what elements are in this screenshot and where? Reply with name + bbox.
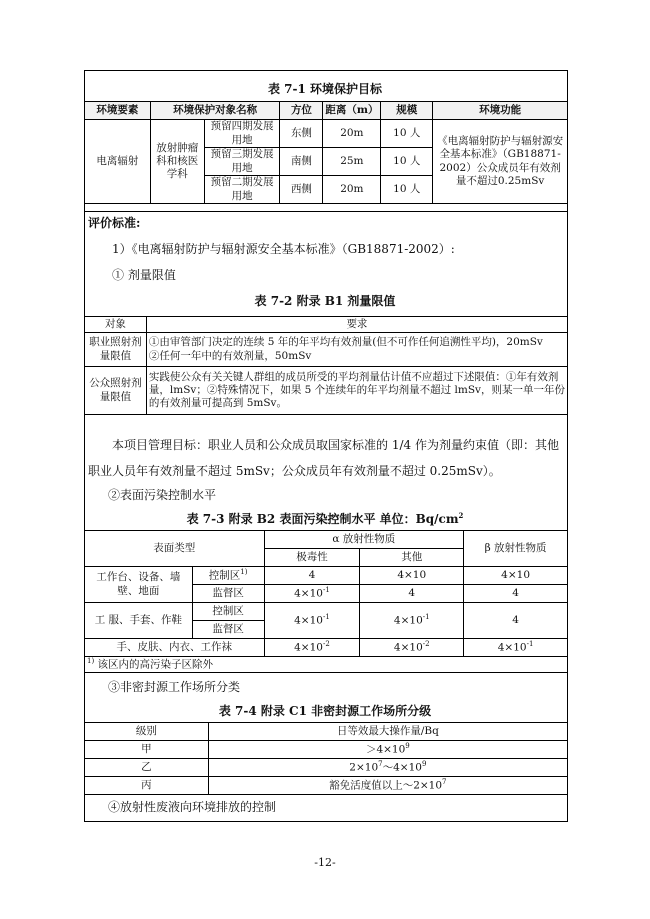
t2-requirement: [146, 333, 567, 367]
t3-footnote: [85, 657, 568, 673]
t1-row-dir: 东侧: [280, 120, 323, 148]
t3-val: 4: [464, 585, 568, 603]
table-7-3: [84, 530, 568, 673]
t3-footnote-sup: 1): [87, 657, 95, 666]
t3-header-other: 其他: [360, 549, 464, 567]
t4-amount: [208, 741, 567, 759]
sub-heading-liquid-waste: ④放射性废液向环境排放的控制: [108, 800, 277, 814]
sub-heading-dose-limit: ① 剂量限值: [112, 268, 176, 282]
t3-val: 4×10: [360, 567, 464, 585]
t3-val: [464, 639, 568, 657]
t3-val: 4: [464, 603, 568, 639]
page-number: -12-: [314, 856, 336, 869]
table-7-4: [84, 722, 568, 795]
sub-heading-surface-contamination: ②表面污染控制水平: [108, 488, 217, 502]
t4-amount-base: 2×10: [349, 761, 379, 774]
t4-header-amount: 日等效最大操作量/Bq: [208, 723, 567, 741]
t1-row-dir: 南侧: [280, 148, 323, 176]
t1-row-scale: 10 人: [381, 120, 433, 148]
t1-row-dist: 20m: [323, 176, 381, 204]
t1-row-scale: 10 人: [381, 176, 433, 204]
t3-ctrl-label: 控制区: [208, 569, 241, 582]
t1-header: 环境功能: [433, 102, 568, 120]
t3-header-beta: β 放射性物质: [464, 531, 568, 567]
t4-amount-base: ＞4×10: [365, 743, 406, 756]
t3-val-base: 4×10: [294, 587, 323, 600]
t4-amount-base: ～4×10: [382, 761, 422, 774]
t3-row1-supervised-zone: 监督区: [192, 585, 264, 603]
t2-req-line: ①由审管部门决定的连续 5 年的年平均有效剂量(但不可作任何追溯性平均)，20mSv: [148, 336, 543, 349]
t2-header: 对象: [85, 317, 147, 333]
t3-row1-control-zone: [192, 567, 264, 585]
table-7-4-caption: 表 7-4 附录 C1 非密封源工作场所分级: [218, 704, 432, 718]
t2-target: 职业照射剂量限值: [85, 333, 147, 367]
t3-val-exp: -1: [322, 586, 330, 595]
t3-val-base: 4×10: [393, 641, 423, 654]
t3-val: 4: [264, 567, 360, 585]
t3-val-exp: -1: [422, 613, 430, 622]
t3-caption-sup: 2: [458, 511, 464, 520]
t1-header: 方位: [280, 102, 323, 120]
t1-header: 环境保护对象名称: [150, 102, 280, 120]
t3-row2-control-zone: 控制区: [192, 603, 264, 621]
t4-level: 甲: [85, 741, 209, 759]
standard-line: 1）《电离辐射防护与辐射源安全基本标准》（GB18871-2002）:: [112, 242, 455, 256]
table-7-2: [84, 316, 568, 415]
t1-row-name: 预留三期发展用地: [204, 148, 280, 176]
table-7-1-caption: 表 7-1 环境保护目标: [267, 82, 383, 96]
t4-amount-exp: 9: [421, 760, 427, 769]
t3-header-type: 表面类型: [85, 531, 265, 567]
table-7-1: [84, 101, 568, 204]
t3-val: [264, 639, 360, 657]
sub-heading-workplace-classification: ③非密封源工作场所分类: [108, 680, 241, 694]
t4-amount-exp: 7: [442, 778, 447, 787]
t1-element: 电离辐射: [85, 120, 151, 204]
t1-object: 放射肿瘤科和核医学科: [150, 120, 204, 204]
t3-val-exp: -2: [422, 640, 430, 649]
t3-row2-type: 工 服、手套、作鞋: [85, 603, 193, 639]
eval-heading: 评价标准:: [88, 216, 141, 230]
t3-val: 4×10: [464, 567, 568, 585]
t3-val: 4: [360, 585, 464, 603]
t3-val-exp: -1: [526, 640, 534, 649]
t3-val-base: 4×10: [294, 614, 323, 627]
t1-row-dist: 20m: [323, 120, 381, 148]
t3-caption-text: 表 7-3 附录 B2 表面污染控制水平 单位：Bq/cm: [186, 512, 459, 526]
t3-row2-supervised-zone: 监督区: [192, 621, 264, 639]
t3-val-base: 4×10: [497, 641, 527, 654]
t1-function: 《电离辐射防护与辐射源安全基本标准》（GB18871-2002）公众成员年有效剂量不超过0.25mSv: [433, 120, 568, 204]
t3-row1-type: 工作台、设备、墙壁、地面: [85, 567, 193, 603]
t3-val: [264, 585, 360, 603]
t1-row-scale: 10 人: [381, 148, 433, 176]
t2-requirement: 实践使公众有关关键人群组的成员所受的平均剂量估计值不应超过下述限值：①年有效剂量，lmSv；②特殊情况下，如果 5 个连续年的年平均剂量不超过 lmSv，则某一单一年份的有效剂量可提高到 5mSv。: [146, 367, 567, 415]
frame-separator: [85, 211, 567, 212]
t3-val-exp: -1: [322, 613, 330, 622]
t1-row-name: 预留二期发展用地: [204, 176, 280, 204]
table-7-3-caption: [0, 510, 650, 527]
t3-ctrl-sup: 1): [240, 568, 248, 577]
t2-req-line: ②任何一年中的有效剂量，50mSv: [148, 349, 312, 362]
t3-footnote-text: 该区内的高污染子区除外: [97, 658, 214, 671]
t4-level: 乙: [85, 759, 209, 777]
t3-val-base: 4×10: [294, 641, 323, 654]
table-7-2-caption: 表 7-2 附录 B1 剂量限值: [254, 294, 396, 308]
t1-header: 环境要素: [85, 102, 151, 120]
t4-amount: [208, 759, 567, 777]
t3-val: [360, 603, 464, 639]
t2-target: 公众照射剂量限值: [85, 367, 147, 415]
t3-val: [264, 603, 360, 639]
t3-header-alpha: α 放射性物质: [264, 531, 464, 549]
t4-amount-exp: 9: [405, 742, 410, 751]
t1-header: 规模: [381, 102, 433, 120]
t3-header-toxic: 极毒性: [264, 549, 360, 567]
t4-amount: [208, 777, 567, 795]
t4-level: 丙: [85, 777, 209, 795]
t3-val-exp: -2: [322, 640, 330, 649]
t1-header: 距离（m）: [323, 102, 381, 120]
t4-amount-base: 豁免活度值以上～2×10: [329, 779, 443, 792]
t2-header: 要求: [146, 317, 567, 333]
t3-row3-type: 手、皮肤、内衣、工作袜: [85, 639, 265, 657]
t1-row-dist: 25m: [323, 148, 381, 176]
t3-val: [360, 639, 464, 657]
t3-val-base: 4×10: [393, 614, 423, 627]
t1-row-dir: 西侧: [280, 176, 323, 204]
t4-amount-exp: 7: [378, 760, 383, 769]
t4-header-level: 级别: [85, 723, 209, 741]
management-target-paragraph: 本项目管理目标：职业人员和公众成员取国家标准的 1/4 作为剂量约束值（即：其他职业人员年有效剂量不超过 5mSv；公众成员年有效剂量不超过 0.25mSv）。: [88, 438, 559, 478]
t1-row-name: 预留四期发展用地: [204, 120, 280, 148]
